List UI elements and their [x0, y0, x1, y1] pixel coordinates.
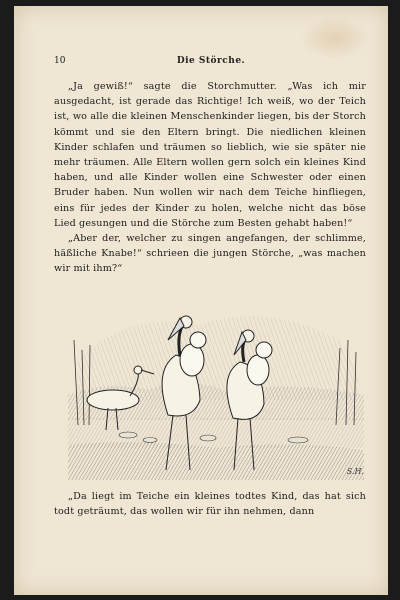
foreground-bank — [68, 442, 364, 480]
body-text-bottom — [54, 489, 366, 519]
child-figure — [180, 344, 204, 376]
child-figure — [247, 355, 269, 385]
paragraph: „Ja gewiß!“ sagte die Storchmutter. „Was ich mir ausgedacht, ist gerade das Richtige! Ich weiß, wo der Teich ist, wo alle die kleinen Menschenkinder liegen, bis der Storch kömmt und sie den Eltern bringt. Die niedlichen kleinen Kinder schlafen und träumen so lieblich, wie sie später nie mehr träumen. Alle Eltern wollen gern solch ein kleines Kind haben, und alle Kinder wollen eine Schwester oder einen Bruder haben. Nun wollen wir nach dem Teiche hinfliegen, eins für jedes der Kinder zu holen, welche nicht das böse Lied gesungen und die Störche zum Besten gehabt haben!“ — [54, 81, 366, 229]
body-text-top — [54, 79, 366, 277]
engraving-image — [68, 300, 364, 480]
artist-monogram: S.H. — [346, 467, 364, 476]
paragraph: „Aber der, welcher zu singen angefangen, der schlimme, häßliche Knabe!“ schrieen die jungen Störche, „was machen wir mit ihm?“ — [54, 233, 366, 275]
stork-illustration — [68, 300, 364, 480]
paper-stain — [300, 16, 370, 60]
page-number: 10 — [54, 56, 66, 66]
running-head-title: Die Störche. — [176, 56, 246, 66]
paragraph: „Da liegt im Teiche ein kleines todtes Kind, das hat sich todt geträumt, das wollen wir für ihn nehmen, dann — [54, 491, 366, 518]
page-header — [54, 56, 368, 70]
